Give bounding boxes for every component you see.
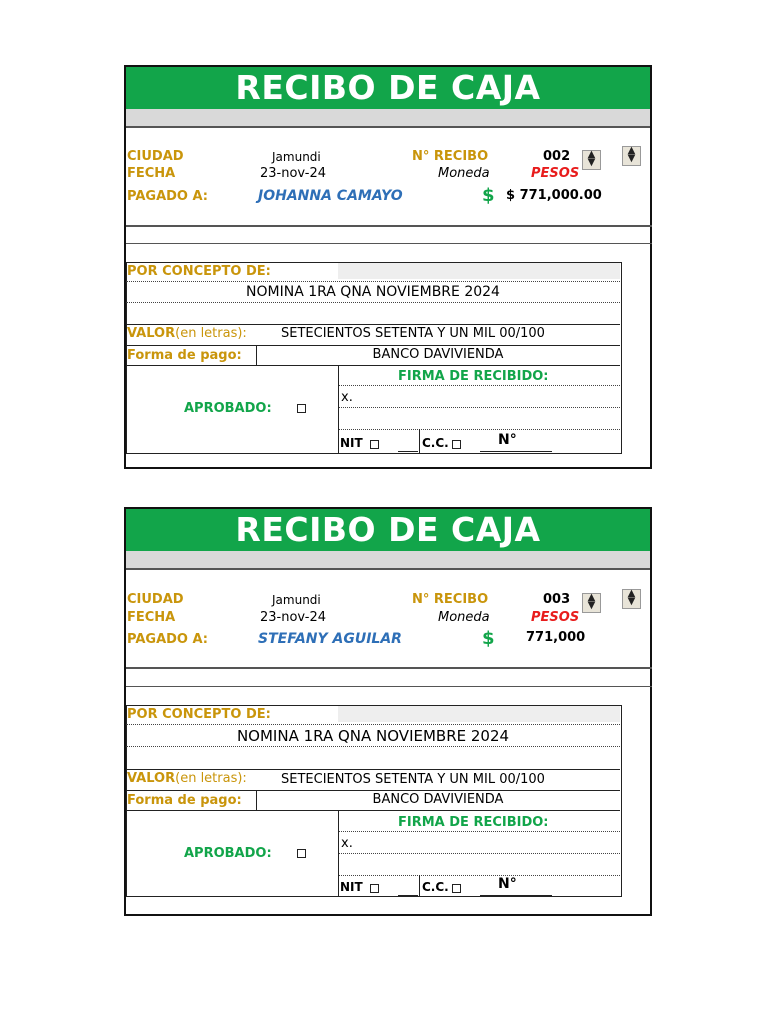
concepto-label: POR CONCEPTO DE:: [127, 264, 271, 279]
valor-label-main: VALOR: [127, 771, 176, 786]
valor-label: [127, 771, 247, 786]
cell-divider: [338, 365, 339, 453]
dotted-line: [339, 385, 620, 386]
aprobado-checkbox[interactable]: [297, 404, 306, 413]
underline: [398, 895, 418, 896]
recibo-label: N° RECIBO: [412, 149, 489, 164]
cc-label: C.C.: [422, 436, 449, 450]
concepto-value: NOMINA 1RA QNA NOVIEMBRE 2024: [236, 727, 510, 745]
concepto-label: POR CONCEPTO DE:: [127, 707, 271, 722]
grey-band: [126, 109, 650, 128]
underline: [480, 895, 552, 896]
cell-divider: [419, 875, 420, 896]
amount-value: $ 771,000.00: [506, 188, 602, 203]
aprobado-label: APROBADO:: [184, 846, 272, 861]
moneda-label: Moneda: [438, 166, 490, 181]
row-line: [126, 365, 620, 366]
no-label: N°: [498, 432, 517, 448]
pagado-value: JOHANNA CAMAYO: [258, 188, 403, 204]
dotted-line: [339, 875, 620, 876]
concepto-value: NOMINA 1RA QNA NOVIEMBRE 2024: [246, 284, 500, 300]
cc-label: C.C.: [422, 880, 449, 894]
underline: [398, 451, 418, 452]
signature-x[interactable]: x.: [341, 836, 353, 851]
cell-divider: [419, 429, 420, 453]
dotted-line: [126, 302, 620, 303]
cc-checkbox[interactable]: [452, 884, 461, 893]
cc-checkbox[interactable]: [452, 440, 461, 449]
firma-label: FIRMA DE RECIBIDO:: [398, 369, 549, 384]
ciudad-label: CIUDAD: [127, 592, 184, 607]
signature-x[interactable]: x.: [341, 390, 353, 405]
underline: [480, 451, 552, 452]
forma-label: Forma de pago:: [127, 348, 242, 363]
row-line: [126, 324, 620, 325]
ciudad-value: Jamundi: [272, 593, 321, 607]
moneda-value: PESOS: [531, 610, 580, 625]
divider: [126, 225, 652, 227]
receipt-title: RECIBO DE CAJA: [126, 67, 650, 109]
fecha-value: 23-nov-24: [260, 610, 327, 625]
amount-value: 771,000: [526, 630, 586, 645]
divider: [126, 243, 652, 244]
divider: [126, 686, 652, 687]
nit-checkbox[interactable]: [370, 440, 379, 449]
forma-value: BANCO DAVIVIENDA: [372, 792, 504, 807]
row-line: [126, 810, 620, 811]
currency-symbol: $: [482, 628, 495, 649]
valor-letras: SETECIENTOS SETENTA Y UN MIL 00/100: [281, 326, 545, 341]
firma-label: FIRMA DE RECIBIDO:: [398, 815, 549, 830]
fecha-label: FECHA: [127, 610, 176, 625]
recibo-spinner[interactable]: ▲ ▼: [582, 150, 601, 170]
aprobado-checkbox[interactable]: [297, 849, 306, 858]
row-line: [126, 345, 620, 346]
valor-label-sub: (en letras):: [175, 326, 247, 341]
fecha-label: FECHA: [127, 166, 176, 181]
forma-value: BANCO DAVIVIENDA: [372, 347, 504, 362]
dotted-line: [126, 724, 620, 725]
extra-spinner[interactable]: ▲ ▼: [622, 146, 641, 166]
recibo-spinner[interactable]: ▲ ▼: [582, 593, 601, 613]
aprobado-label: APROBADO:: [184, 401, 272, 416]
dotted-line: [339, 853, 620, 854]
nit-checkbox[interactable]: [370, 884, 379, 893]
valor-label-main: VALOR: [127, 326, 176, 341]
divider: [126, 667, 652, 669]
dotted-line: [339, 831, 620, 832]
moneda-value: PESOS: [531, 166, 580, 181]
pagado-value: STEFANY AGUILAR: [258, 631, 402, 647]
recibo-label: N° RECIBO: [412, 592, 489, 607]
dotted-line: [126, 281, 620, 282]
no-label: N°: [498, 876, 517, 892]
concept-label-bg: [338, 706, 620, 722]
nit-label: NIT: [340, 436, 363, 450]
recibo-number: 002: [543, 149, 571, 164]
ciudad-value: Jamundi: [272, 150, 321, 164]
currency-symbol: $: [482, 185, 495, 206]
valor-letras: SETECIENTOS SETENTA Y UN MIL 00/100: [281, 772, 545, 787]
receipt-1: [124, 65, 652, 469]
valor-label-sub: (en letras):: [175, 771, 247, 786]
fecha-value: 23-nov-24: [260, 166, 327, 181]
receipt-2: [124, 507, 652, 916]
receipt-title: RECIBO DE CAJA: [126, 509, 650, 551]
dotted-line: [339, 429, 620, 430]
moneda-label: Moneda: [438, 610, 490, 625]
pagado-label: PAGADO A:: [127, 632, 208, 647]
row-line: [126, 790, 620, 791]
nit-label: NIT: [340, 880, 363, 894]
dotted-line: [339, 407, 620, 408]
pagado-label: PAGADO A:: [127, 189, 208, 204]
concept-label-bg: [338, 263, 620, 279]
forma-label: Forma de pago:: [127, 793, 242, 808]
row-line: [126, 769, 620, 770]
valor-label: [127, 326, 247, 341]
extra-spinner[interactable]: ▲ ▼: [622, 589, 641, 609]
ciudad-label: CIUDAD: [127, 149, 184, 164]
grey-band: [126, 551, 650, 570]
dotted-line: [126, 746, 620, 747]
recibo-number: 003: [543, 592, 571, 607]
